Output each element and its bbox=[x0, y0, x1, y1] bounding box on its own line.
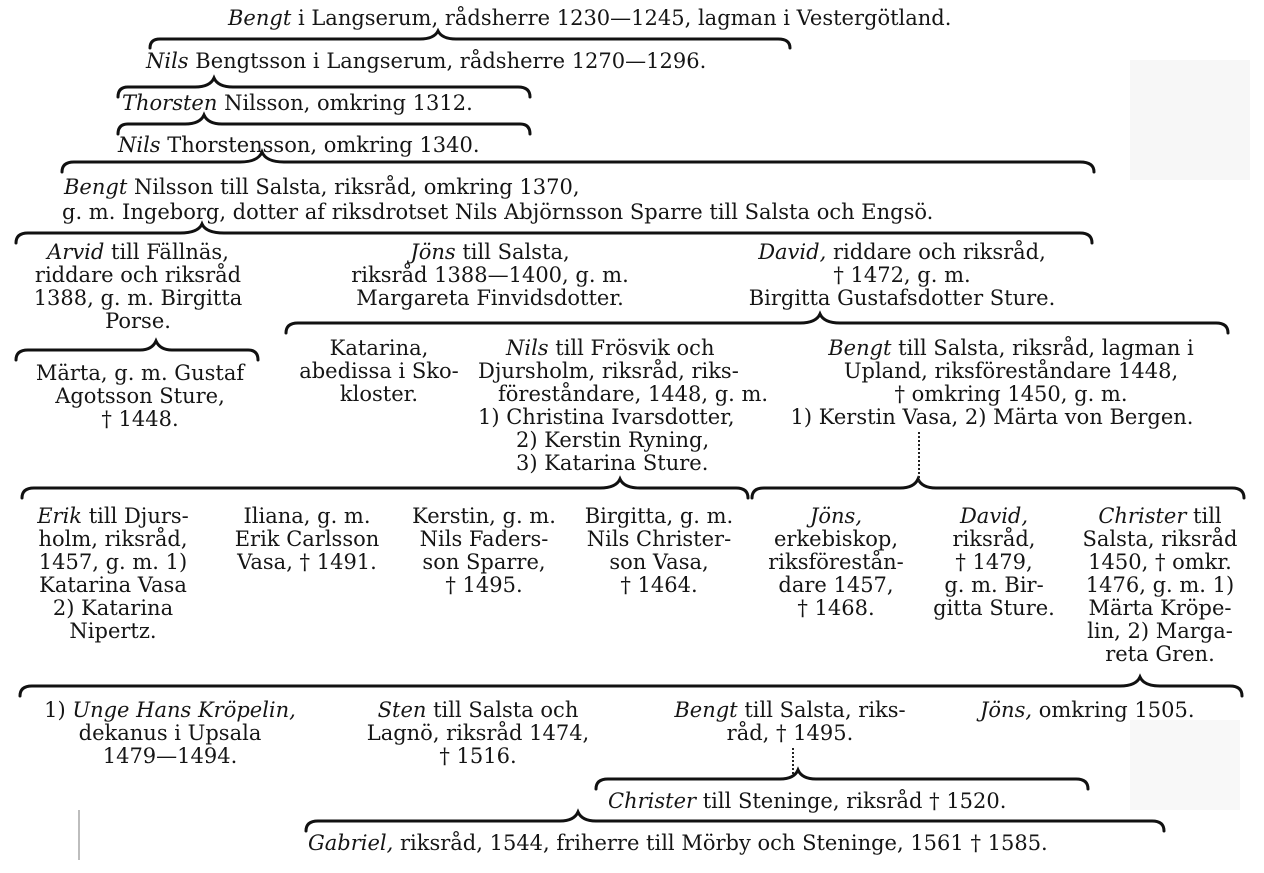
gen3-entry: Thorsten Nilsson, omkring 1312. bbox=[122, 91, 473, 115]
gen11-entry: Gabriel, riksråd, 1544, friherre till Mörby och Steninge, 1561 † 1585. bbox=[308, 831, 1048, 855]
person-name: Nils bbox=[146, 49, 189, 73]
entry-sten: Sten till Salsta och Lagnö, riksråd 1474, † 1516. bbox=[366, 698, 590, 768]
gen5-entry-line1: Bengt Nilsson till Salsta, riksråd, omkring 1370, bbox=[64, 175, 580, 199]
entry-jons-g9: Jöns, omkring 1505. bbox=[980, 698, 1195, 722]
entry-jons-g8: Jöns, erkebiskop, riksförestån- dare 1457, † 1468. bbox=[768, 504, 904, 620]
entry-erik: Erik till Djurs- holm, riksråd, 1457, g. m. 1) Katarina Vasa 2) Katarina Nipertz. bbox=[37, 504, 189, 643]
person-name: Gabriel, bbox=[308, 831, 394, 855]
entry-kerstin: Kerstin, g. m. Nils Faders- son Sparre, † 1495. bbox=[412, 504, 556, 597]
entry-hans: 1) Unge Hans Kröpelin, dekanus i Upsala 1479—1494. bbox=[44, 698, 296, 768]
gen4-entry: Nils Thorstensson, omkring 1340. bbox=[118, 133, 480, 157]
entry-birgitta: Birgitta, g. m. Nils Christer- son Vasa, † 1464. bbox=[584, 504, 734, 597]
person-name: Bengt bbox=[64, 175, 128, 199]
person-name: Bengt bbox=[228, 6, 292, 30]
entry-jons-g6: Jöns till Salsta, riksråd 1388—1400, g. m. Margareta Finvidsdotter. bbox=[351, 240, 629, 310]
person-name: Thorsten bbox=[122, 91, 218, 115]
person-name: Nils bbox=[118, 133, 161, 157]
gen5-entry-line2: g. m. Ingeborg, dotter af riksdrotset Nils Abjörnsson Sparre till Salsta och Engsö. bbox=[62, 200, 934, 224]
entry-david-g6: David, riddare och riksråd, † 1472, g. m. Birgitta Gustafsdotter Sture. bbox=[748, 240, 1056, 310]
dotted-connector bbox=[792, 748, 794, 774]
entry-iliana: Iliana, g. m. Erik Carlsson Vasa, † 1491. bbox=[234, 504, 380, 574]
dotted-connector bbox=[918, 432, 920, 482]
gen1-entry: Bengt i Langserum, rådsherre 1230—1245, lagman i Vestergötland. bbox=[228, 6, 952, 30]
entry-nils-g7: Nils till Frösvik och Djursholm, riksråd, riks- föreståndare, 1448, g. m. 1) Christina Ivarsdotter, 2) Kerstin Ryning, 3) Katarina Sture. bbox=[478, 336, 769, 475]
entry-marta: Märta, g. m. Gustaf Agotsson Sture, † 1448. bbox=[35, 361, 245, 431]
entry-bengt-g9: Bengt till Salsta, riks- råd, † 1495. bbox=[674, 698, 906, 745]
entry-bengt-g7: Bengt till Salsta, riksråd, lagman i Upland, riksföreståndare 1448, † omkring 1450, g. m. 1) Kerstin Vasa, 2) Märta von Bergen. bbox=[790, 336, 1194, 429]
gen10-entry: Christer till Steninge, riksråd † 1520. bbox=[608, 789, 1007, 813]
entry-arvid: Arvid till Fällnäs, riddare och riksråd 1388, g. m. Birgitta Porse. bbox=[33, 240, 243, 333]
entry-katarina-g7: Katarina, abedissa i Sko- kloster. bbox=[299, 336, 459, 406]
gen2-entry: Nils Bengtsson i Langserum, rådsherre 1270—1296. bbox=[146, 49, 707, 73]
entry-christer-g8: Christer till Salsta, riksråd 1450, † omkr. 1476, g. m. 1) Märta Kröpe- lin, 2) Marga- reta Gren. bbox=[1082, 504, 1238, 666]
entry-david-g8: David, riksråd, † 1479, g. m. Bir- gitta Sture. bbox=[933, 504, 1055, 620]
person-name: Christer bbox=[608, 789, 697, 813]
